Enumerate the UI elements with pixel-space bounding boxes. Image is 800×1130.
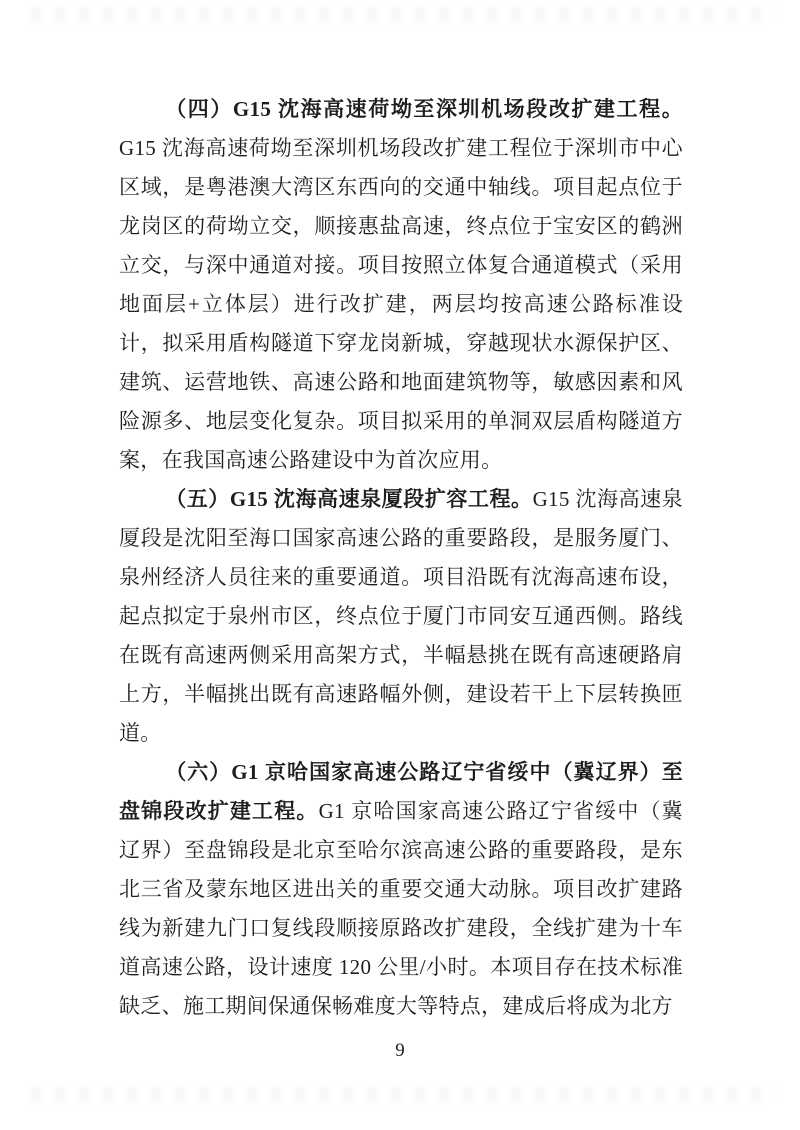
- paragraph-section-4: [119, 90, 683, 480]
- document-body: [119, 90, 683, 1026]
- section-5-heading: （五）G15 沈海高速泉厦段扩容工程。: [165, 487, 533, 511]
- paragraph-section-5: [119, 480, 683, 753]
- section-6-body-text: G1 京哈国家高速公路辽宁省绥中（冀辽界）至盘锦段是北京至哈尔滨高速公路的重要路段，是东北三省及蒙东地区进出关的重要交通大动脉。项目改扩建路线为新建九门口复线段顺接原路改扩建段，全线扩建为十车道高速公路，设计速度 120 公里/小时。本项目存在技术标准缺乏、施工期间保通保畅难度大等特点，建成后将成为北方: [119, 799, 683, 1018]
- paragraph-section-6: [119, 753, 683, 1026]
- scan-noise-artifact-top: [30, 6, 775, 22]
- section-4-body-text: G15 沈海高速荷坳至深圳机场段改扩建工程位于深圳市中心区域，是粤港澳大湾区东西向的交通中轴线。项目起点位于龙岗区的荷坳立交，顺接惠盐高速，终点位于宝安区的鹤洲立交，与深中通道对接。项目按照立体复合通道模式（采用地面层+立体层）进行改扩建，两层均按高速公路标准设计，拟采用盾构隧道下穿龙岗新城，穿越现状水源保护区、建筑、运营地铁、高速公路和地面建筑物等，敏感因素和风险源多、地层变化复杂。项目拟采用的单洞双层盾构隧道方案，在我国高速公路建设中为首次应用。: [119, 136, 683, 472]
- page-number: 9: [395, 1040, 405, 1061]
- scan-noise-artifact-bottom: [30, 1086, 775, 1102]
- section-4-heading: （四）G15 沈海高速荷坳至深圳机场段改扩建工程。: [165, 97, 683, 121]
- section-6-heading: （六）G1 京哈国家高速公路辽宁省绥中（冀辽界）至盘锦段改扩建工程。: [119, 760, 683, 823]
- section-5-body-text: G15 沈海高速泉厦段是沈阳至海口国家高速公路的重要路段，是服务厦门、泉州经济人员往来的重要通道。项目沿既有沈海高速布设，起点拟定于泉州市区，终点位于厦门市同安互通西侧。路线在既有高速两侧采用高架方式，半幅悬挑在既有高速硬路肩上方，半幅挑出既有高速路幅外侧，建设若干上下层转换匝道。: [119, 487, 683, 745]
